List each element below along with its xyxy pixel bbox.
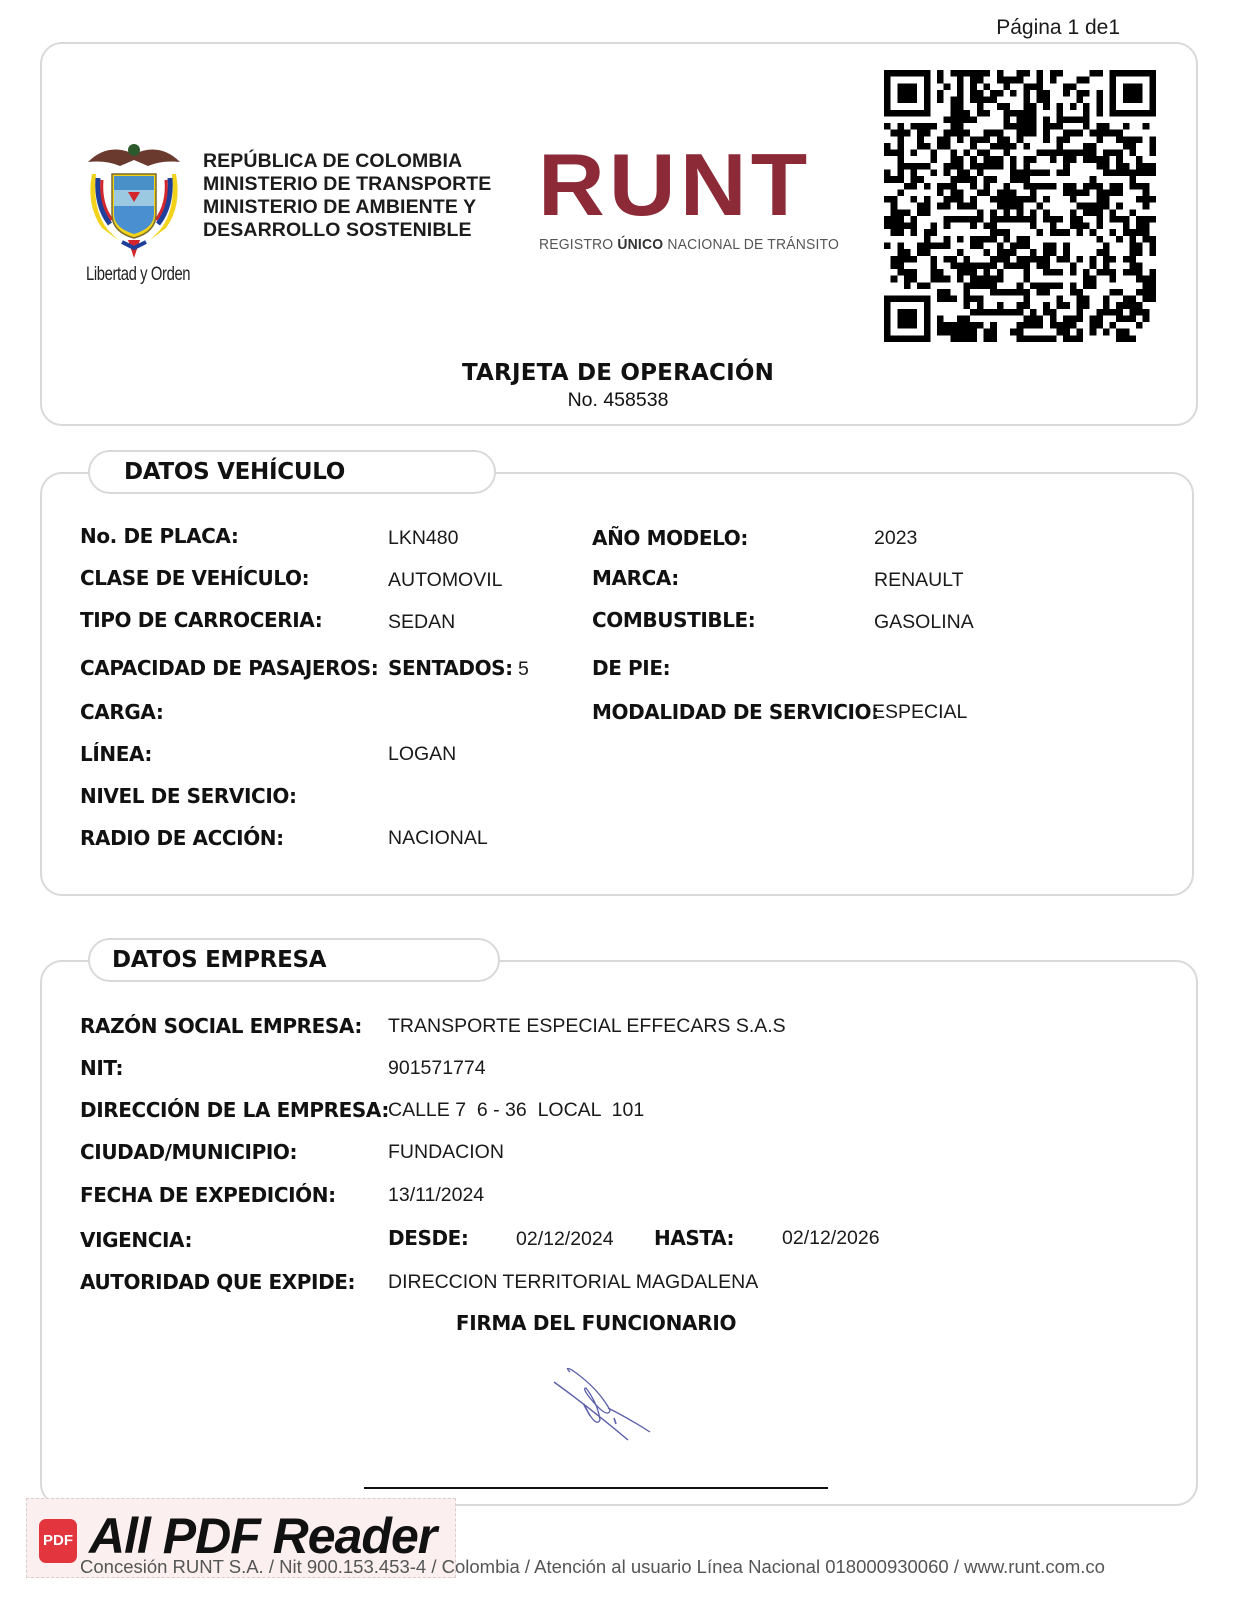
footer-text: Concesión RUNT S.A. / Nit 900.153.453-4 / Colombia / Atención al usuario Línea Nacional 018000930060 / www.runt.com.co <box>80 1556 1105 1577</box>
modalidad-value: ESPECIAL <box>872 701 968 723</box>
radio-accion-value: NACIONAL <box>388 827 488 849</box>
ministry-line-4: DESARROLLO SOSTENIBLE <box>203 219 472 241</box>
radio-accion-label: RADIO DE ACCIÓN: <box>80 826 284 850</box>
combustible-label: COMBUSTIBLE: <box>592 608 756 632</box>
runt-sub-post: NACIONAL DE TRÁNSITO <box>663 236 840 253</box>
ministry-line-1: REPÚBLICA DE COLOMBIA <box>203 150 463 172</box>
page-indicator: Página 1 de1 <box>996 16 1120 39</box>
marca-value: RENAULT <box>874 569 964 591</box>
anio-value: 2023 <box>874 527 918 549</box>
signature-title: FIRMA DEL FUNCIONARIO <box>455 1311 737 1335</box>
clase-label: CLASE DE VEHÍCULO: <box>80 566 310 590</box>
colombia-coat-of-arms-icon <box>78 140 190 262</box>
ministry-heading <box>203 150 491 242</box>
ciudad-label: CIUDAD/MUNICIPIO: <box>80 1140 298 1164</box>
document-number: No. 458538 <box>567 389 669 411</box>
carroceria-label: TIPO DE CARROCERIA: <box>80 608 323 632</box>
desde-value: 02/12/2024 <box>516 1228 614 1250</box>
autoridad-value: DIRECCION TERRITORIAL MAGDALENA <box>388 1271 759 1293</box>
direccion-value: CALLE 7 6 - 36 LOCAL 101 <box>388 1099 645 1121</box>
company-section-title: DATOS EMPRESA <box>112 947 327 973</box>
company-section-tab <box>88 938 500 982</box>
placa-label: No. DE PLACA: <box>80 524 239 548</box>
de-pie-label: DE PIE: <box>592 656 671 680</box>
nivel-servicio-label: NIVEL DE SERVICIO: <box>80 784 297 808</box>
carga-label: CARGA: <box>80 700 164 724</box>
hasta-value: 02/12/2026 <box>782 1227 880 1249</box>
razon-social-label: RAZÓN SOCIAL EMPRESA: <box>80 1014 362 1038</box>
placa-value: LKN480 <box>388 527 459 549</box>
vehicle-section-title: DATOS VEHÍCULO <box>124 459 345 485</box>
fecha-expedicion-label: FECHA DE EXPEDICIÓN: <box>80 1183 336 1207</box>
runt-sub-pre: REGISTRO <box>539 236 618 253</box>
watermark-text: All PDF Reader <box>89 1508 437 1564</box>
carroceria-value: SEDAN <box>388 611 456 633</box>
pdf-app-icon: PDF <box>39 1519 77 1563</box>
signature-icon <box>550 1358 660 1448</box>
clase-value: AUTOMOVIL <box>388 569 503 591</box>
sentados-value: 5 <box>518 658 529 680</box>
qr-code-icon <box>884 70 1156 342</box>
combustible-value: GASOLINA <box>874 611 974 633</box>
runt-logo: RUNT <box>538 135 812 234</box>
anio-label: AÑO MODELO: <box>592 526 748 550</box>
vigencia-label: VIGENCIA: <box>80 1228 193 1252</box>
ministry-line-2: MINISTERIO DE TRANSPORTE <box>203 173 492 195</box>
sentados-label: SENTADOS: <box>388 656 513 680</box>
nit-label: NIT: <box>80 1056 124 1080</box>
linea-value: LOGAN <box>388 743 457 765</box>
coat-motto: Libertad y Orden <box>86 264 191 285</box>
ministry-line-3: MINISTERIO DE AMBIENTE Y <box>203 196 477 218</box>
qr-modules <box>884 70 1156 342</box>
signature-line <box>364 1487 828 1489</box>
autoridad-label: AUTORIDAD QUE EXPIDE: <box>80 1270 356 1294</box>
runt-subtitle <box>539 236 839 253</box>
hasta-label: HASTA: <box>654 1226 735 1250</box>
marca-label: MARCA: <box>592 566 679 590</box>
razon-social-value: TRANSPORTE ESPECIAL EFFECARS S.A.S <box>388 1015 786 1037</box>
desde-label: DESDE: <box>388 1226 469 1250</box>
linea-label: LÍNEA: <box>80 742 153 766</box>
nit-value: 901571774 <box>388 1057 486 1079</box>
modalidad-label: MODALIDAD DE SERVICIO: <box>592 700 879 724</box>
direccion-label: DIRECCIÓN DE LA EMPRESA: <box>80 1098 389 1122</box>
vehicle-section-tab <box>88 450 496 494</box>
fecha-expedicion-value: 13/11/2024 <box>388 1184 485 1206</box>
capacidad-label: CAPACIDAD DE PASAJEROS: <box>80 656 379 680</box>
runt-sub-bold: ÚNICO <box>617 236 664 253</box>
ciudad-value: FUNDACION <box>388 1141 504 1163</box>
document-title: TARJETA DE OPERACIÓN <box>461 360 775 386</box>
